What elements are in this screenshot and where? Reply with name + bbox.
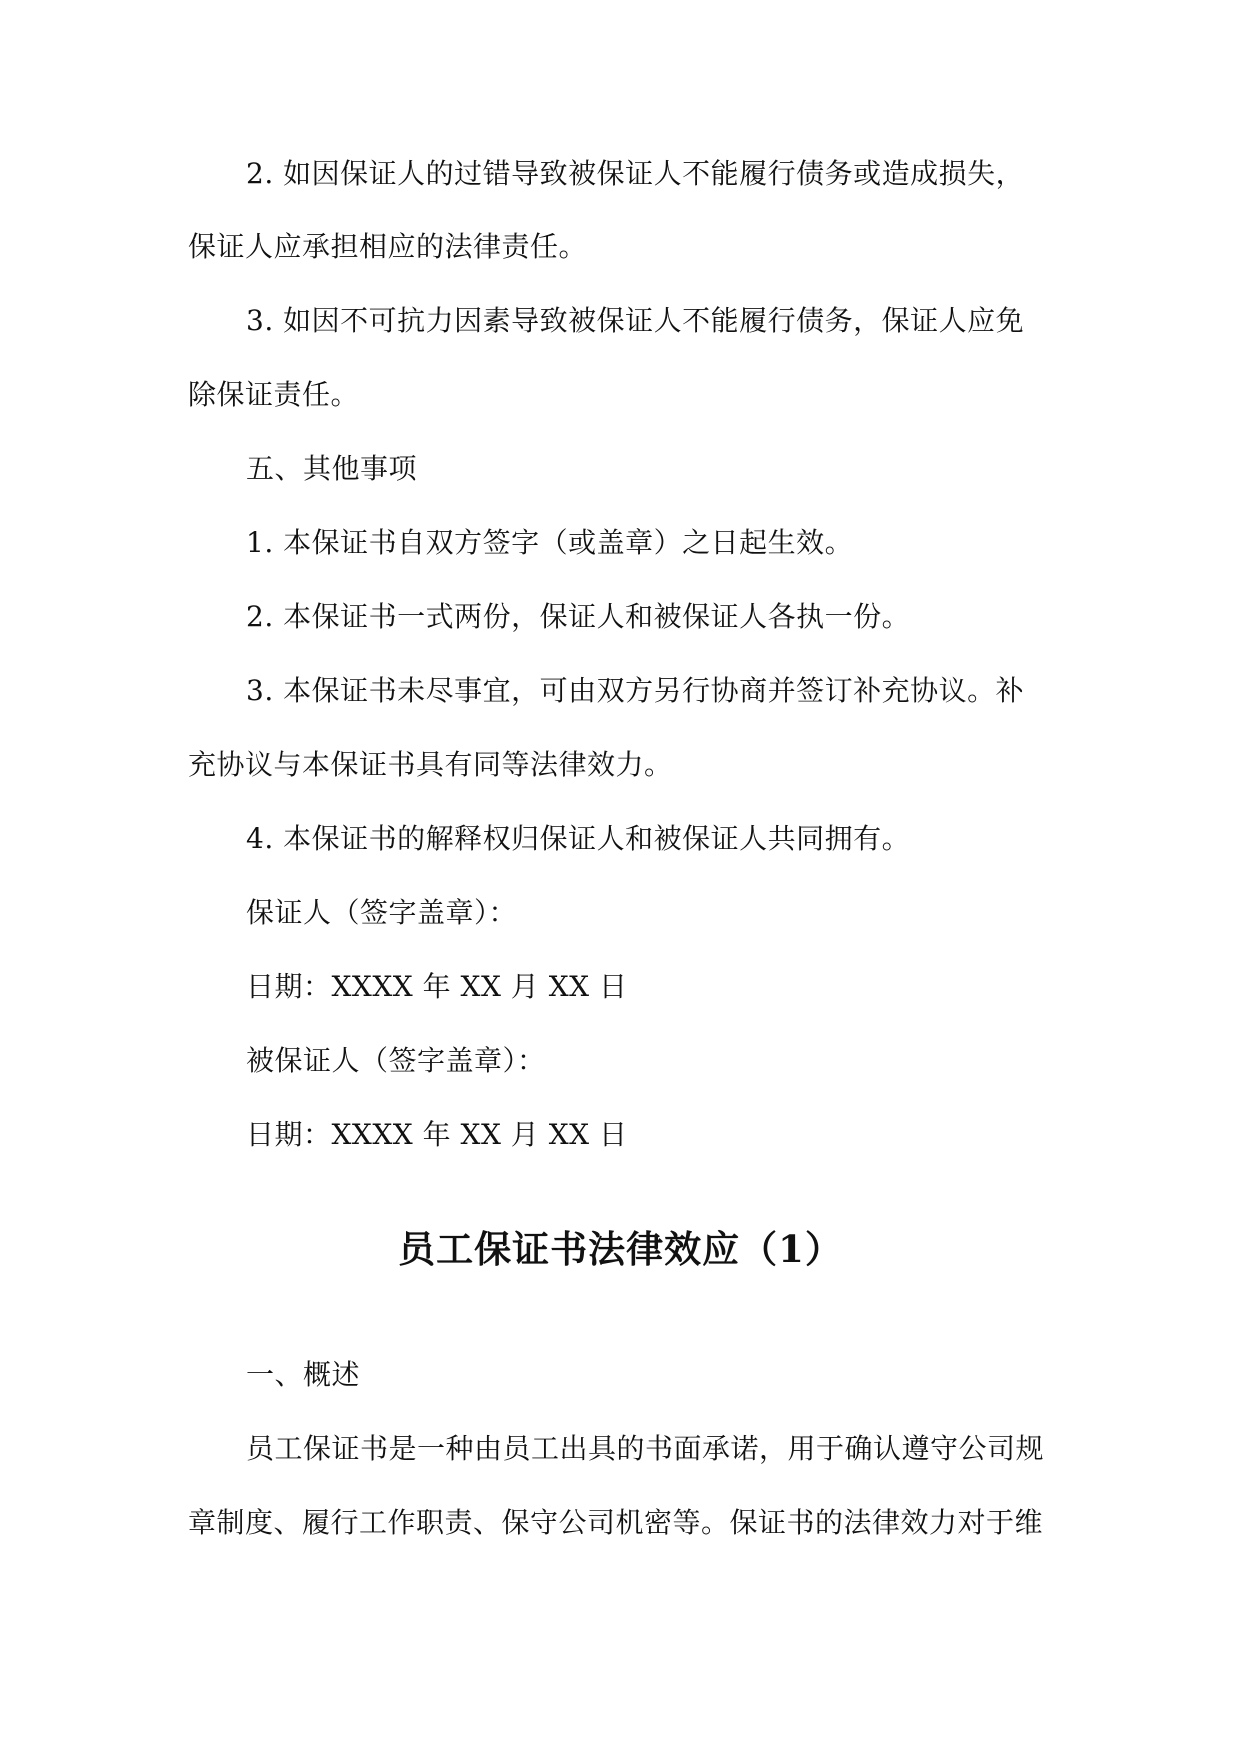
guaranteed-date-label: 日期：XXXX 年 XX 月 XX 日 [246, 1118, 628, 1151]
clause-3-line-1: 3. 如因不可抗力因素导致被保证人不能履行债务，保证人应免 [246, 304, 1025, 337]
clause-2-line-1: 2. 如因保证人的过错导致被保证人不能履行债务或造成损失， [246, 157, 1025, 190]
section-heading-overview: 一、概述 [246, 1358, 361, 1391]
document-title: 员工保证书法律效应（1） [398, 1227, 843, 1271]
overview-paragraph-line-2: 章制度、履行工作职责、保守公司机密等。保证书的法律效力对于维 [188, 1506, 1044, 1539]
overview-paragraph-line-1: 员工保证书是一种由员工出具的书面承诺，用于确认遵守公司规 [246, 1432, 1045, 1465]
guarantor-date-label: 日期：XXXX 年 XX 月 XX 日 [246, 970, 628, 1003]
clause-2-line-2: 保证人应承担相应的法律责任。 [188, 230, 588, 263]
guaranteed-signature-label: 被保证人（签字盖章）： [246, 1044, 546, 1077]
other-item-4: 4. 本保证书的解释权归保证人和被保证人共同拥有。 [246, 822, 911, 855]
other-item-1: 1. 本保证书自双方签字（或盖章）之日起生效。 [246, 526, 854, 559]
guarantor-signature-label: 保证人（签字盖章）： [246, 896, 518, 929]
other-item-3-line-1: 3. 本保证书未尽事宜，可由双方另行协商并签订补充协议。补 [246, 674, 1025, 707]
section-heading-other-matters: 五、其他事项 [246, 452, 418, 485]
other-item-2: 2. 本保证书一式两份，保证人和被保证人各执一份。 [246, 600, 911, 633]
clause-3-line-2: 除保证责任。 [188, 378, 360, 411]
other-item-3-line-2: 充协议与本保证书具有同等法律效力。 [188, 748, 673, 781]
